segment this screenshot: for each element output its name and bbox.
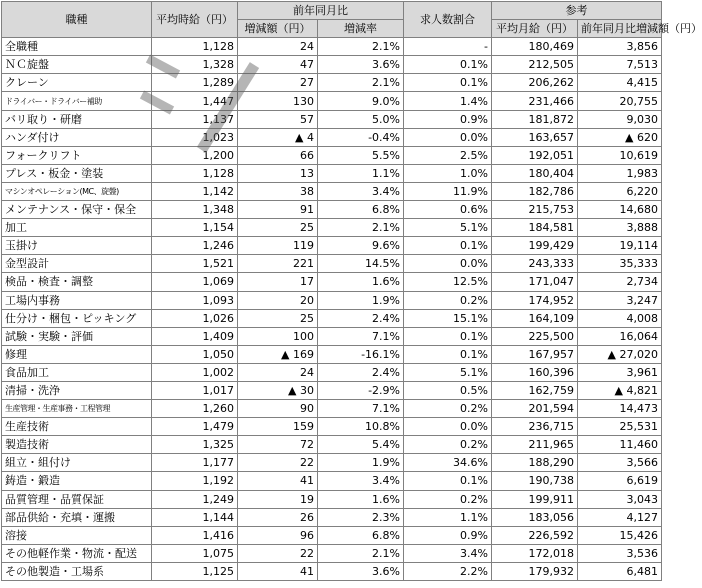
- cell-job-name: 鋳造・鍛造: [2, 472, 152, 490]
- cell-monthly-yoy-diff: 3,043: [578, 490, 662, 508]
- cell-change-amount: 221: [238, 255, 318, 273]
- cell-job-name: 製造技術: [2, 436, 152, 454]
- table-row: [2, 472, 662, 490]
- cell-avg-hourly: 1,050: [152, 345, 238, 363]
- table-row: [2, 418, 662, 436]
- table-row: [2, 219, 662, 237]
- cell-monthly-yoy-diff: 25,531: [578, 418, 662, 436]
- cell-change-rate: 14.5%: [318, 255, 404, 273]
- cell-monthly-yoy-diff: 2,734: [578, 273, 662, 291]
- cell-job-ratio: 2.2%: [404, 562, 492, 580]
- header-change-amount: 増減額（円）: [238, 20, 318, 38]
- cell-avg-monthly: 162,759: [492, 381, 578, 399]
- salary-table: [1, 1, 702, 581]
- cell-avg-monthly: 211,965: [492, 436, 578, 454]
- cell-monthly-yoy-diff: 16,064: [578, 327, 662, 345]
- cell-change-rate: 2.4%: [318, 309, 404, 327]
- cell-change-rate: 5.4%: [318, 436, 404, 454]
- cell-change-amount: 130: [238, 92, 318, 110]
- table-row: [2, 92, 662, 110]
- cell-job-name: その他軽作業・物流・配送: [2, 544, 152, 562]
- cell-change-amount: 25: [238, 219, 318, 237]
- cell-monthly-yoy-diff: 15,426: [578, 526, 662, 544]
- cell-job-ratio: 0.2%: [404, 291, 492, 309]
- cell-avg-monthly: 167,957: [492, 345, 578, 363]
- cell-monthly-yoy-diff: ▲ 620: [578, 128, 662, 146]
- cell-change-rate: 1.6%: [318, 490, 404, 508]
- table-row: [2, 255, 662, 273]
- cell-avg-monthly: 192,051: [492, 146, 578, 164]
- header-job-ratio: 求人数割合: [404, 2, 492, 38]
- cell-change-amount: 159: [238, 418, 318, 436]
- cell-monthly-yoy-diff: 3,566: [578, 454, 662, 472]
- cell-change-amount: 19: [238, 490, 318, 508]
- cell-monthly-yoy-diff: 10,619: [578, 146, 662, 164]
- header-yoy-group: 前年同月比: [238, 2, 404, 20]
- cell-change-rate: -0.4%: [318, 128, 404, 146]
- cell-monthly-yoy-diff: 14,473: [578, 400, 662, 418]
- cell-avg-monthly: 199,911: [492, 490, 578, 508]
- cell-job-name: 試験・実験・評価: [2, 327, 152, 345]
- cell-job-ratio: -: [404, 38, 492, 56]
- cell-job-name: 全職種: [2, 38, 152, 56]
- cell-monthly-yoy-diff: 14,680: [578, 201, 662, 219]
- cell-avg-monthly: 215,753: [492, 201, 578, 219]
- header-job: 職種: [2, 2, 152, 38]
- cell-job-name: フォークリフト: [2, 146, 152, 164]
- cell-avg-hourly: 1,026: [152, 309, 238, 327]
- cell-avg-hourly: 1,017: [152, 381, 238, 399]
- cell-avg-monthly: 183,056: [492, 508, 578, 526]
- cell-job-name: バリ取り・研磨: [2, 110, 152, 128]
- cell-avg-hourly: 1,144: [152, 508, 238, 526]
- cell-avg-hourly: 1,409: [152, 327, 238, 345]
- cell-monthly-yoy-diff: 1,983: [578, 164, 662, 182]
- cell-avg-monthly: 163,657: [492, 128, 578, 146]
- header-ref-group: 参考: [492, 2, 662, 20]
- cell-change-amount: 72: [238, 436, 318, 454]
- cell-change-rate: 2.3%: [318, 508, 404, 526]
- cell-avg-monthly: 182,786: [492, 182, 578, 200]
- cell-avg-monthly: 171,047: [492, 273, 578, 291]
- cell-job-name: 加工: [2, 219, 152, 237]
- cell-avg-hourly: 1,447: [152, 92, 238, 110]
- cell-avg-hourly: 1,069: [152, 273, 238, 291]
- cell-job-ratio: 5.1%: [404, 363, 492, 381]
- cell-avg-hourly: 1,246: [152, 237, 238, 255]
- cell-avg-hourly: 1,075: [152, 544, 238, 562]
- cell-change-amount: 20: [238, 291, 318, 309]
- cell-change-rate: 2.4%: [318, 363, 404, 381]
- cell-job-ratio: 5.1%: [404, 219, 492, 237]
- table-row: [2, 345, 662, 363]
- cell-avg-monthly: 243,333: [492, 255, 578, 273]
- cell-avg-monthly: 201,594: [492, 400, 578, 418]
- cell-change-rate: 1.9%: [318, 291, 404, 309]
- table-row: [2, 146, 662, 164]
- cell-job-ratio: 1.4%: [404, 92, 492, 110]
- cell-change-rate: 3.6%: [318, 56, 404, 74]
- cell-change-amount: ▲ 30: [238, 381, 318, 399]
- cell-change-rate: 1.6%: [318, 273, 404, 291]
- cell-change-rate: 7.1%: [318, 400, 404, 418]
- cell-job-ratio: 0.1%: [404, 237, 492, 255]
- table-row: [2, 490, 662, 508]
- cell-avg-hourly: 1,125: [152, 562, 238, 580]
- table-body: [2, 38, 662, 581]
- cell-avg-hourly: 1,002: [152, 363, 238, 381]
- table-row: [2, 381, 662, 399]
- cell-change-amount: 13: [238, 164, 318, 182]
- cell-job-ratio: 12.5%: [404, 273, 492, 291]
- cell-monthly-yoy-diff: 35,333: [578, 255, 662, 273]
- cell-avg-hourly: 1,325: [152, 436, 238, 454]
- cell-avg-monthly: 160,396: [492, 363, 578, 381]
- table-row: [2, 110, 662, 128]
- cell-avg-hourly: 1,192: [152, 472, 238, 490]
- cell-avg-hourly: 1,154: [152, 219, 238, 237]
- cell-job-ratio: 1.1%: [404, 508, 492, 526]
- cell-change-amount: 57: [238, 110, 318, 128]
- cell-change-rate: 2.1%: [318, 219, 404, 237]
- cell-change-amount: 25: [238, 309, 318, 327]
- cell-change-amount: 91: [238, 201, 318, 219]
- cell-job-ratio: 1.0%: [404, 164, 492, 182]
- cell-avg-monthly: 181,872: [492, 110, 578, 128]
- cell-job-ratio: 0.2%: [404, 400, 492, 418]
- cell-avg-hourly: 1,416: [152, 526, 238, 544]
- header-avg-hourly: 平均時給（円）: [152, 2, 238, 38]
- cell-avg-hourly: 1,328: [152, 56, 238, 74]
- cell-change-rate: 5.5%: [318, 146, 404, 164]
- table-row: [2, 327, 662, 345]
- cell-change-rate: 7.1%: [318, 327, 404, 345]
- header-avg-monthly: 平均月給（円）: [492, 20, 578, 38]
- cell-change-rate: 5.0%: [318, 110, 404, 128]
- cell-change-amount: ▲ 169: [238, 345, 318, 363]
- cell-job-name: ＮＣ旋盤: [2, 56, 152, 74]
- cell-job-name: 清掃・洗浄: [2, 381, 152, 399]
- cell-avg-hourly: 1,128: [152, 164, 238, 182]
- cell-monthly-yoy-diff: 4,415: [578, 74, 662, 92]
- cell-job-name: 仕分け・梱包・ピッキング: [2, 309, 152, 327]
- cell-avg-hourly: 1,260: [152, 400, 238, 418]
- cell-avg-monthly: 180,469: [492, 38, 578, 56]
- cell-change-rate: 3.6%: [318, 562, 404, 580]
- table-row: [2, 56, 662, 74]
- table-row: [2, 128, 662, 146]
- cell-job-name: 食品加工: [2, 363, 152, 381]
- cell-avg-monthly: 188,290: [492, 454, 578, 472]
- table-row: [2, 164, 662, 182]
- cell-monthly-yoy-diff: ▲ 4,821: [578, 381, 662, 399]
- cell-avg-monthly: 226,592: [492, 526, 578, 544]
- cell-monthly-yoy-diff: 4,008: [578, 309, 662, 327]
- table-row: [2, 562, 662, 580]
- cell-job-name: プレス・板金・塗装: [2, 164, 152, 182]
- cell-avg-hourly: 1,479: [152, 418, 238, 436]
- cell-job-ratio: 34.6%: [404, 454, 492, 472]
- table-row: [2, 38, 662, 56]
- cell-change-rate: 6.8%: [318, 201, 404, 219]
- cell-monthly-yoy-diff: 7,513: [578, 56, 662, 74]
- cell-job-name: 品質管理・品質保証: [2, 490, 152, 508]
- cell-change-amount: 22: [238, 454, 318, 472]
- cell-job-ratio: 0.5%: [404, 381, 492, 399]
- cell-change-rate: 3.4%: [318, 472, 404, 490]
- cell-avg-hourly: 1,289: [152, 74, 238, 92]
- cell-avg-monthly: 206,262: [492, 74, 578, 92]
- cell-avg-hourly: 1,249: [152, 490, 238, 508]
- cell-job-name: 溶接: [2, 526, 152, 544]
- cell-change-rate: 2.1%: [318, 544, 404, 562]
- cell-change-rate: 10.8%: [318, 418, 404, 436]
- cell-change-rate: 2.1%: [318, 74, 404, 92]
- cell-avg-hourly: 1,128: [152, 38, 238, 56]
- cell-monthly-yoy-diff: 11,460: [578, 436, 662, 454]
- cell-job-name: ドライバー・ドライバー補助: [2, 92, 152, 110]
- cell-avg-monthly: 180,404: [492, 164, 578, 182]
- cell-job-name: 工場内事務: [2, 291, 152, 309]
- cell-job-name: 生産技術: [2, 418, 152, 436]
- cell-monthly-yoy-diff: 3,888: [578, 219, 662, 237]
- cell-avg-monthly: 231,466: [492, 92, 578, 110]
- cell-monthly-yoy-diff: ▲ 27,020: [578, 345, 662, 363]
- cell-job-name: 部品供給・充填・運搬: [2, 508, 152, 526]
- cell-change-amount: 90: [238, 400, 318, 418]
- cell-change-amount: ▲ 4: [238, 128, 318, 146]
- cell-change-amount: 38: [238, 182, 318, 200]
- cell-change-amount: 24: [238, 363, 318, 381]
- cell-job-ratio: 0.1%: [404, 472, 492, 490]
- cell-job-name: ハンダ付け: [2, 128, 152, 146]
- table-row: [2, 237, 662, 255]
- cell-avg-hourly: 1,177: [152, 454, 238, 472]
- cell-change-amount: 119: [238, 237, 318, 255]
- cell-change-rate: 1.1%: [318, 164, 404, 182]
- cell-change-rate: 3.4%: [318, 182, 404, 200]
- cell-change-rate: 9.0%: [318, 92, 404, 110]
- cell-job-name: 玉掛け: [2, 237, 152, 255]
- cell-job-ratio: 0.1%: [404, 56, 492, 74]
- cell-change-rate: 1.9%: [318, 454, 404, 472]
- cell-monthly-yoy-diff: 4,127: [578, 508, 662, 526]
- table-row: [2, 74, 662, 92]
- cell-monthly-yoy-diff: 19,114: [578, 237, 662, 255]
- cell-monthly-yoy-diff: 6,619: [578, 472, 662, 490]
- cell-job-name: 検品・検査・調整: [2, 273, 152, 291]
- cell-job-ratio: 0.1%: [404, 74, 492, 92]
- cell-job-name: 生産管理・生産事務・工程管理: [2, 400, 152, 418]
- cell-avg-hourly: 1,200: [152, 146, 238, 164]
- cell-monthly-yoy-diff: 3,856: [578, 38, 662, 56]
- cell-change-amount: 100: [238, 327, 318, 345]
- cell-avg-monthly: 236,715: [492, 418, 578, 436]
- cell-job-ratio: 0.6%: [404, 201, 492, 219]
- cell-change-amount: 41: [238, 562, 318, 580]
- cell-change-rate: 6.8%: [318, 526, 404, 544]
- cell-change-rate: 9.6%: [318, 237, 404, 255]
- cell-avg-hourly: 1,137: [152, 110, 238, 128]
- cell-job-ratio: 11.9%: [404, 182, 492, 200]
- header-change-rate: 増減率: [318, 20, 404, 38]
- cell-change-amount: 27: [238, 74, 318, 92]
- cell-change-rate: -2.9%: [318, 381, 404, 399]
- table-row: [2, 544, 662, 562]
- cell-change-amount: 24: [238, 38, 318, 56]
- cell-change-amount: 17: [238, 273, 318, 291]
- table-row: [2, 526, 662, 544]
- cell-avg-monthly: 212,505: [492, 56, 578, 74]
- cell-monthly-yoy-diff: 6,220: [578, 182, 662, 200]
- table-row: [2, 508, 662, 526]
- cell-job-ratio: 0.1%: [404, 345, 492, 363]
- cell-job-ratio: 3.4%: [404, 544, 492, 562]
- table-row: [2, 273, 662, 291]
- cell-job-ratio: 0.9%: [404, 110, 492, 128]
- cell-avg-monthly: 172,018: [492, 544, 578, 562]
- cell-avg-monthly: 174,952: [492, 291, 578, 309]
- cell-job-name: クレーン: [2, 74, 152, 92]
- cell-change-amount: 96: [238, 526, 318, 544]
- cell-job-ratio: 0.0%: [404, 255, 492, 273]
- header-monthly-yoy: 前年同月比増減額（円）: [578, 20, 662, 38]
- cell-avg-hourly: 1,348: [152, 201, 238, 219]
- cell-change-rate: -16.1%: [318, 345, 404, 363]
- cell-job-name: メンテナンス・保守・保全: [2, 201, 152, 219]
- cell-job-ratio: 0.1%: [404, 327, 492, 345]
- table-row: [2, 454, 662, 472]
- cell-job-name: 組立・組付け: [2, 454, 152, 472]
- cell-avg-hourly: 1,093: [152, 291, 238, 309]
- cell-monthly-yoy-diff: 20,755: [578, 92, 662, 110]
- cell-job-ratio: 0.0%: [404, 128, 492, 146]
- cell-avg-hourly: 1,142: [152, 182, 238, 200]
- cell-avg-monthly: 199,429: [492, 237, 578, 255]
- header-row-1: [2, 2, 662, 20]
- cell-job-ratio: 0.0%: [404, 418, 492, 436]
- cell-monthly-yoy-diff: 3,247: [578, 291, 662, 309]
- cell-monthly-yoy-diff: 9,030: [578, 110, 662, 128]
- table-row: [2, 436, 662, 454]
- cell-change-amount: 26: [238, 508, 318, 526]
- cell-job-name: 金型設計: [2, 255, 152, 273]
- cell-change-amount: 41: [238, 472, 318, 490]
- cell-avg-monthly: 179,932: [492, 562, 578, 580]
- cell-avg-hourly: 1,023: [152, 128, 238, 146]
- cell-monthly-yoy-diff: 3,961: [578, 363, 662, 381]
- cell-monthly-yoy-diff: 3,536: [578, 544, 662, 562]
- cell-avg-monthly: 225,500: [492, 327, 578, 345]
- cell-job-ratio: 0.2%: [404, 490, 492, 508]
- table-row: [2, 309, 662, 327]
- cell-change-rate: 2.1%: [318, 38, 404, 56]
- cell-change-amount: 66: [238, 146, 318, 164]
- cell-avg-monthly: 184,581: [492, 219, 578, 237]
- table-row: [2, 182, 662, 200]
- cell-job-ratio: 2.5%: [404, 146, 492, 164]
- cell-job-name: その他製造・工場系: [2, 562, 152, 580]
- cell-monthly-yoy-diff: 6,481: [578, 562, 662, 580]
- cell-job-ratio: 0.2%: [404, 436, 492, 454]
- cell-avg-monthly: 164,109: [492, 309, 578, 327]
- cell-job-ratio: 15.1%: [404, 309, 492, 327]
- cell-change-amount: 47: [238, 56, 318, 74]
- cell-change-amount: 22: [238, 544, 318, 562]
- cell-avg-monthly: 190,738: [492, 472, 578, 490]
- cell-job-name: マシンオペレーション(MC、旋盤): [2, 182, 152, 200]
- table-row: [2, 291, 662, 309]
- cell-job-ratio: 0.9%: [404, 526, 492, 544]
- cell-avg-hourly: 1,521: [152, 255, 238, 273]
- table-row: [2, 363, 662, 381]
- cell-job-name: 修理: [2, 345, 152, 363]
- table-row: [2, 400, 662, 418]
- table-row: [2, 201, 662, 219]
